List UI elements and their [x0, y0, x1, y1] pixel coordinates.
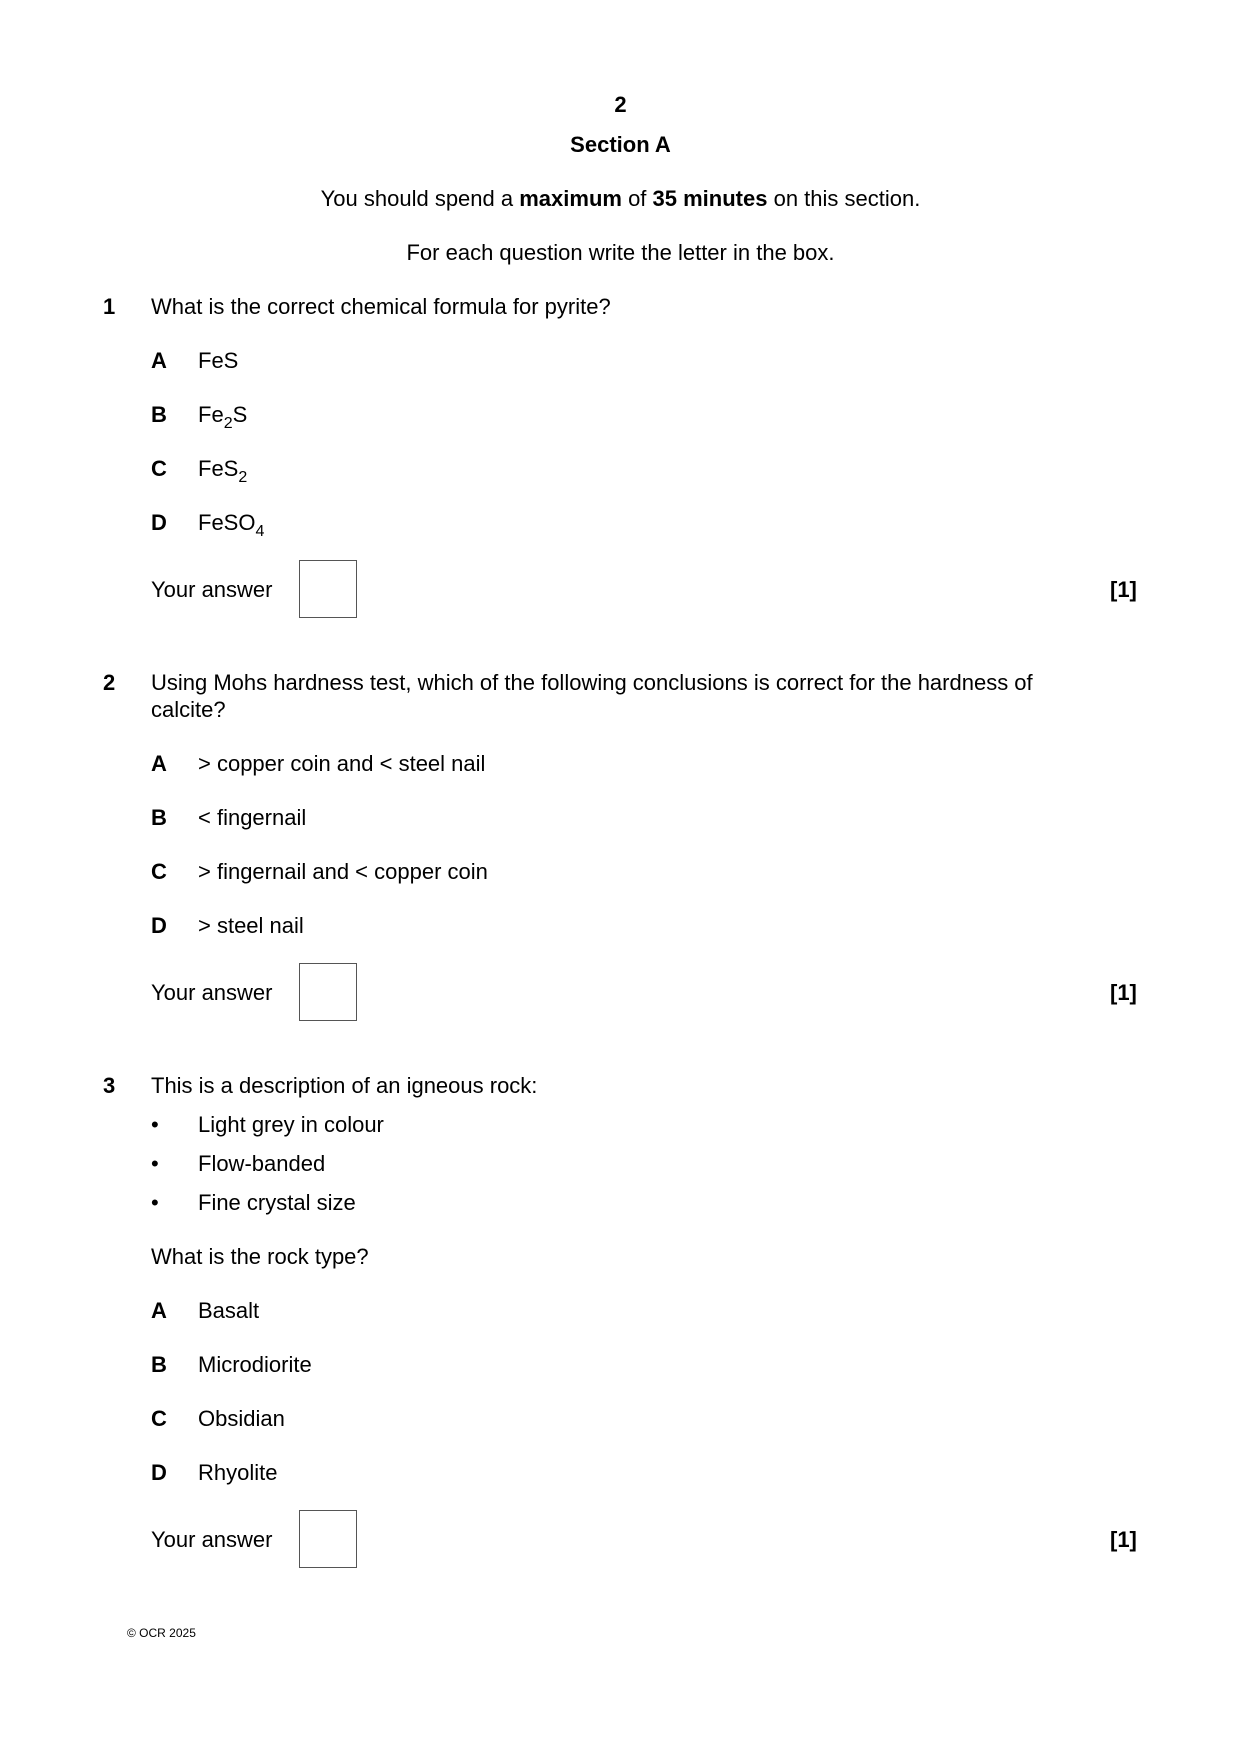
sub-question: What is the rock type? [151, 1244, 369, 1269]
formula: FeS [198, 348, 239, 373]
bullet-text: Fine crystal size [198, 1190, 356, 1215]
formula: FeS [198, 456, 239, 481]
instruction-emphasis: 35 minutes [652, 186, 768, 211]
bullet-icon: • [151, 1112, 159, 1137]
question-stem: This is a description of an igneous rock: [151, 1073, 538, 1098]
subscript: 2 [223, 415, 233, 432]
instruction-time [0, 186, 1241, 212]
option-letter: A [151, 1298, 167, 1323]
answer-label: Your answer [151, 577, 273, 602]
subscript: 2 [238, 469, 248, 486]
marks-label: [1] [1110, 1527, 1137, 1552]
bullet-icon: • [151, 1190, 159, 1215]
question-stem: What is the correct chemical formula for pyrite? [151, 294, 611, 319]
option-text: > fingernail and < copper coin [198, 859, 488, 884]
option-text: Obsidian [198, 1406, 285, 1431]
option-letter: C [151, 1406, 167, 1431]
page-number: 2 [614, 92, 627, 117]
option-letter: B [151, 1352, 167, 1377]
instruction-emphasis: maximum [519, 186, 622, 211]
option-text: > copper coin and < steel nail [198, 751, 486, 776]
option-letter: D [151, 913, 167, 938]
option-letter: C [151, 859, 167, 884]
instruction-text: You should spend a [320, 186, 520, 211]
question-number: 3 [103, 1073, 116, 1098]
bullet-text: Flow-banded [198, 1151, 326, 1176]
question-stem: Using Mohs hardness test, which of the following conclusions is correct for the hardness of [151, 670, 1033, 695]
option-letter: B [151, 402, 167, 427]
answer-label: Your answer [151, 1527, 273, 1552]
option-letter: D [151, 510, 167, 535]
answer-box[interactable] [299, 963, 357, 1021]
option-text [198, 456, 248, 486]
formula: S [232, 402, 248, 427]
question-number: 1 [103, 294, 116, 319]
subscript: 4 [255, 523, 265, 540]
answer-label: Your answer [151, 980, 273, 1005]
option-text: > steel nail [198, 913, 304, 938]
option-letter: A [151, 348, 167, 373]
bullet-icon: • [151, 1151, 159, 1176]
option-text [198, 348, 238, 374]
marks-label: [1] [1110, 980, 1137, 1005]
option-text: Rhyolite [198, 1460, 278, 1485]
answer-box[interactable] [299, 1510, 357, 1568]
formula: Fe [198, 402, 224, 427]
copyright-footer: © OCR 2025 [127, 1626, 196, 1640]
question-number: 2 [103, 670, 116, 695]
bullet-text: Light grey in colour [198, 1112, 384, 1137]
option-text [198, 510, 265, 540]
option-letter: A [151, 751, 167, 776]
section-title: Section A [570, 132, 671, 157]
question-stem: calcite? [151, 697, 226, 722]
option-letter: D [151, 1460, 167, 1485]
marks-label: [1] [1110, 577, 1137, 602]
formula: FeSO [198, 510, 256, 535]
option-text: Basalt [198, 1298, 260, 1323]
option-letter: C [151, 456, 167, 481]
instruction-text: on this section. [767, 186, 921, 211]
instruction-answer: For each question write the letter in the box. [406, 240, 835, 265]
option-text: Microdiorite [198, 1352, 312, 1377]
option-text [198, 402, 248, 432]
option-letter: B [151, 805, 167, 830]
instruction-text: of [621, 186, 653, 211]
option-text: < fingernail [198, 805, 307, 830]
answer-box[interactable] [299, 560, 357, 618]
